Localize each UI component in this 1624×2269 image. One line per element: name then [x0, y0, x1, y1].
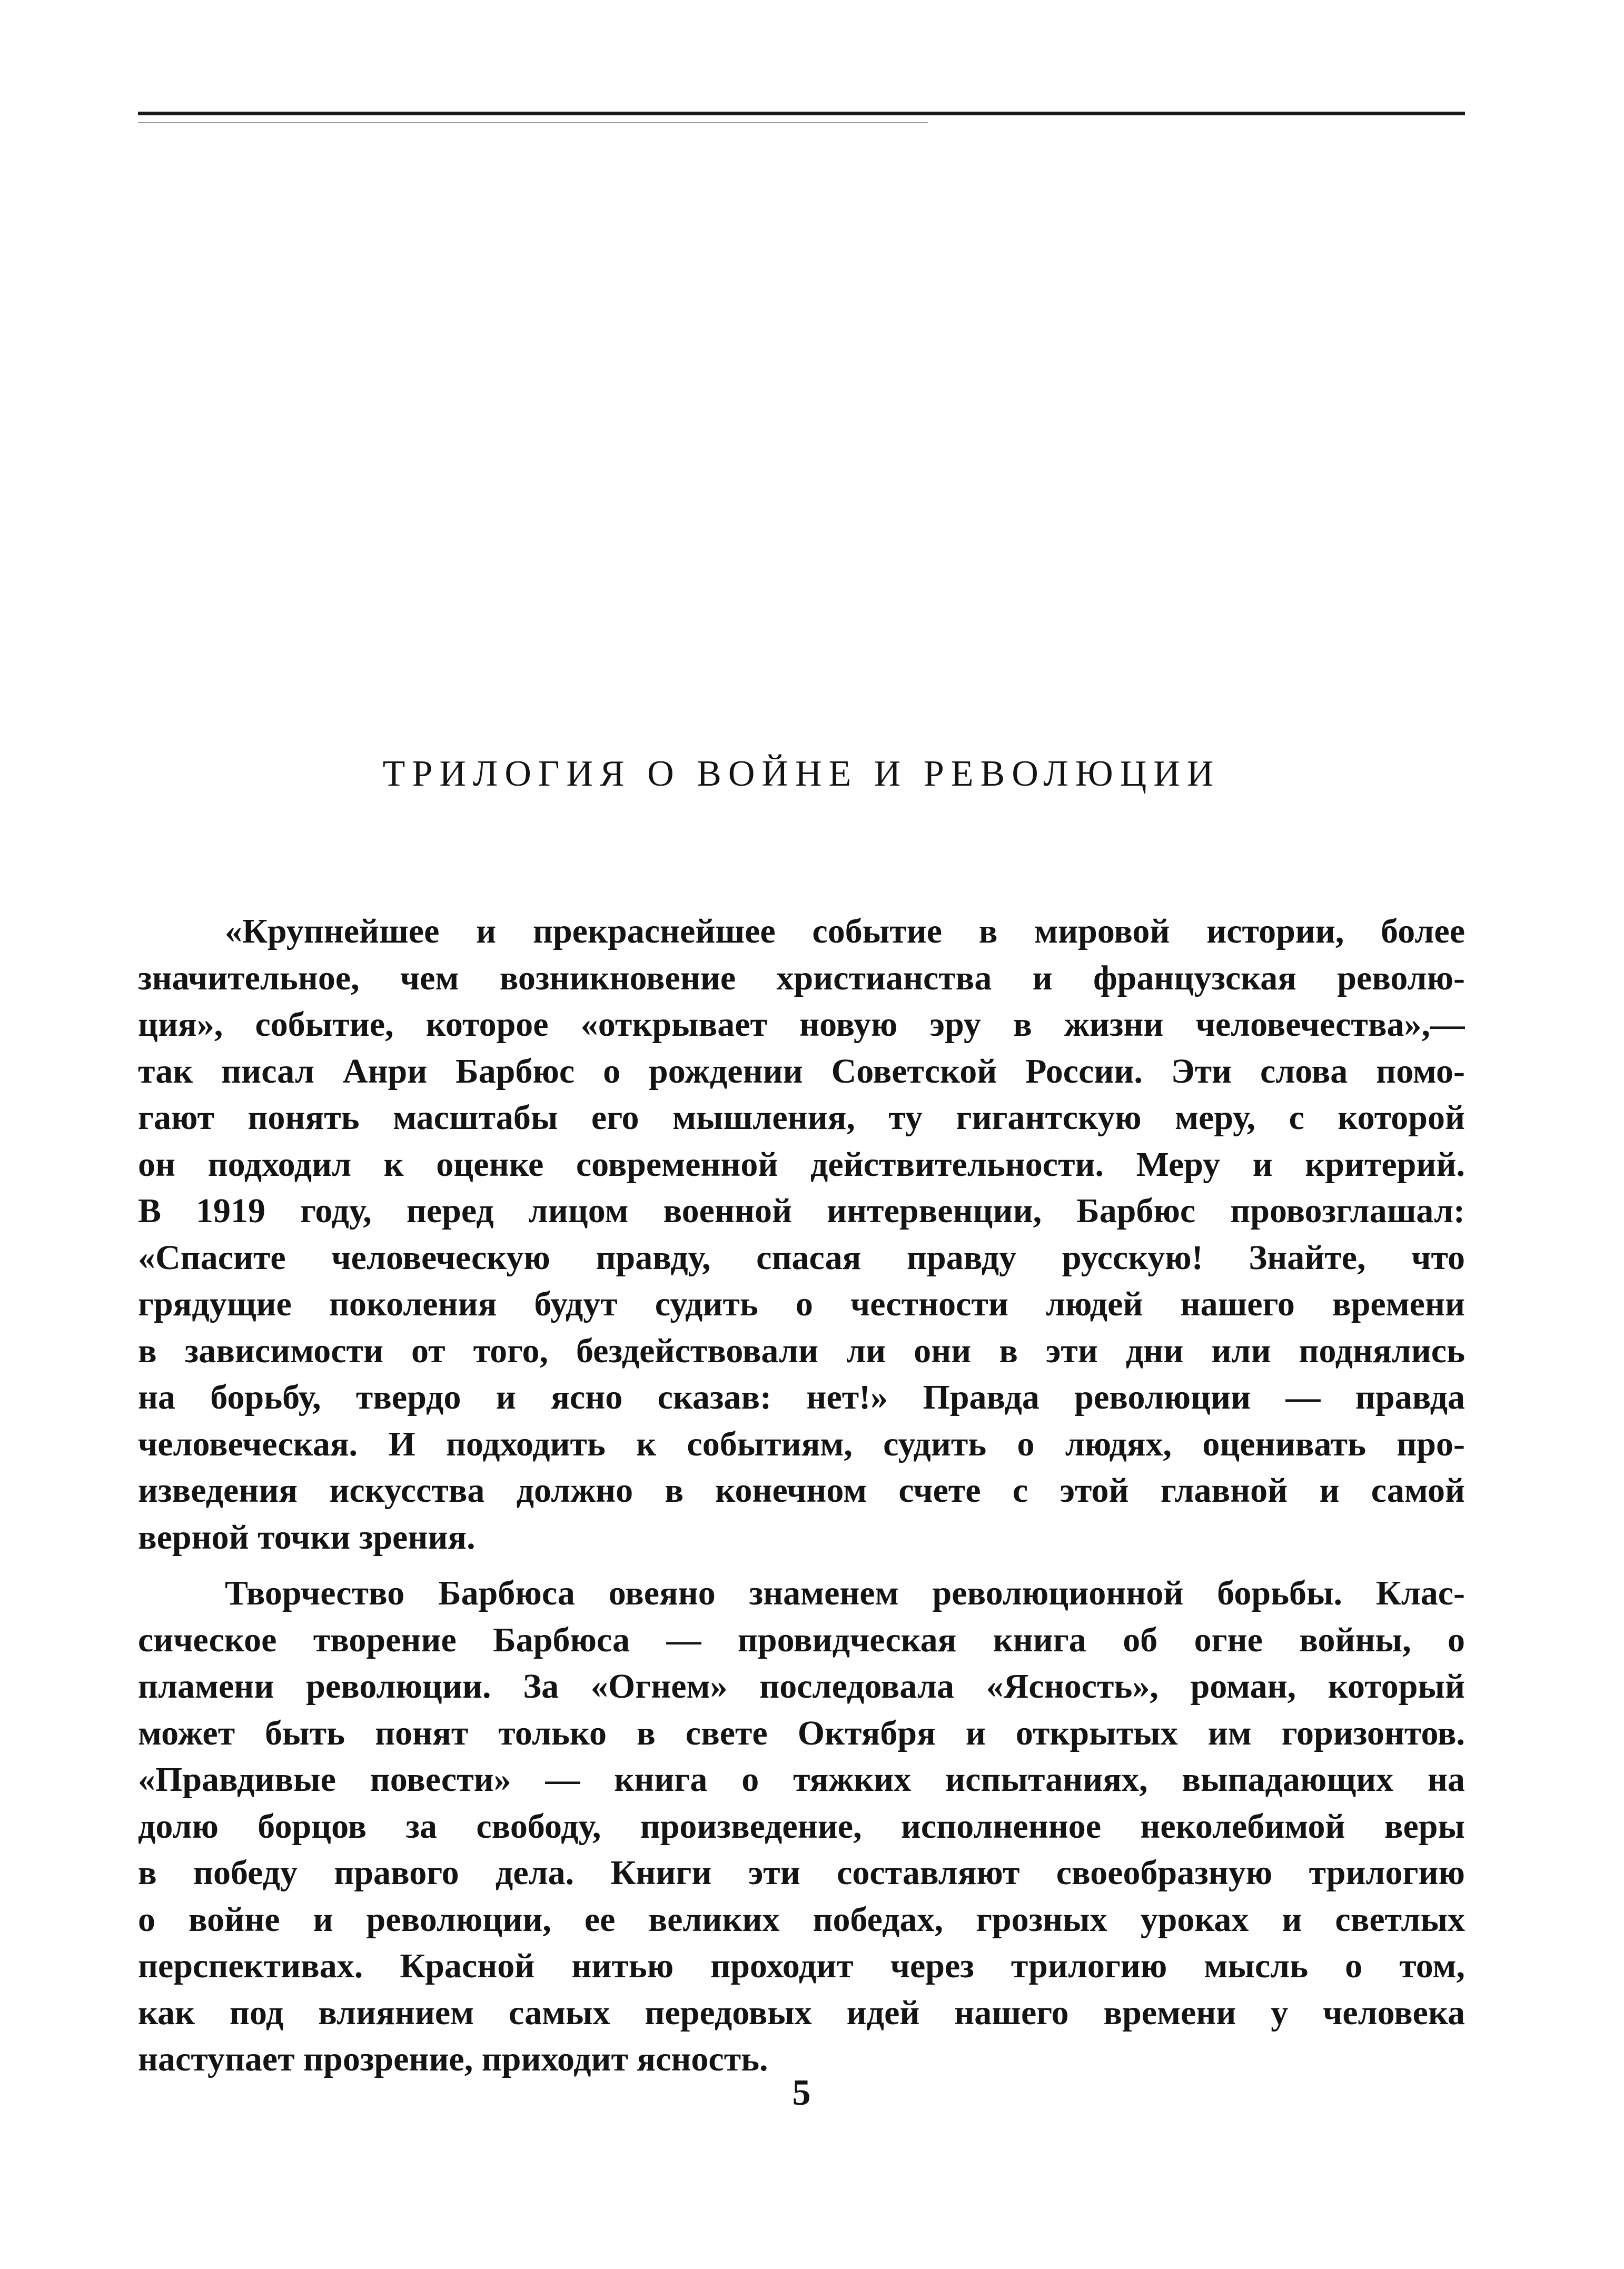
paragraph-1 — [138, 908, 1465, 1561]
text-line: изведения искусства должно в конечном счете с этой главной и самой — [138, 1471, 1465, 1510]
body-text — [138, 908, 1465, 2083]
text-line: он подходил к оценке современной действительности. Меру и критерий. — [138, 1145, 1465, 1184]
page-number: 5 — [792, 2073, 811, 2113]
top-rule-thin — [138, 122, 928, 123]
text-line: долю борцов за свободу, произведение, исполненное неколебимой веры — [138, 1807, 1465, 1846]
paragraph-2 — [138, 1570, 1465, 2083]
chapter-title: ТРИЛОГИЯ О ВОЙНЕ И РЕВОЛЮЦИИ — [382, 754, 1221, 794]
text-line: в победу правого дела. Книги эти составляют своеобразную трилогию — [138, 1854, 1465, 1892]
text-line: «Спасите человеческую правду, спасая правду русскую! Знайте, что — [138, 1238, 1465, 1277]
text-line: как под влиянием самых передовых идей нашего времени у человека — [138, 1993, 1465, 2032]
text-line: верной точки зрения. — [138, 1518, 476, 1557]
text-line: гают понять масштабы его мышления, ту гигантскую меру, с которой — [138, 1098, 1465, 1137]
text-line: пламени революции. За «Огнем» последовала «Ясность», роман, который — [138, 1667, 1465, 1706]
text-line: «Правдивые повести» — книга о тяжких испытаниях, выпадающих на — [138, 1760, 1465, 1799]
text-line: В 1919 году, перед лицом военной интервенции, Барбюс провозглашал: — [138, 1192, 1465, 1230]
text-line: о войне и революции, ее великих победах, грозных уроках и светлых — [138, 1900, 1465, 1939]
text-line: Творчество Барбюса овеяно знаменем революционной борьбы. Клас- — [225, 1574, 1465, 1612]
text-line: в зависимости от того, бездействовали ли они в эти дни или поднялись — [138, 1331, 1465, 1370]
text-line: значительное, чем возникновение христианства и французская револю- — [138, 958, 1465, 997]
text-line: так писал Анри Барбюс о рождении Советской России. Эти слова помо- — [138, 1052, 1465, 1091]
text-line: сическое творение Барбюса — провидческая книга об огне войны, о — [138, 1620, 1465, 1659]
text-line: «Крупнейшее и прекраснейшее событие в мировой истории, более — [225, 912, 1465, 950]
text-line: грядущие поколения будут судить о честности людей нашего времени — [138, 1285, 1465, 1323]
text-line: перспективах. Красной нитью проходит через трилогию мысль о том, — [138, 1947, 1465, 1985]
text-line: ция», событие, которое «открывает новую эру в жизни человечества»,— — [138, 1005, 1465, 1044]
text-line: может быть понят только в свете Октября и открытых им горизонтов. — [138, 1713, 1465, 1752]
text-line: наступает прозрение, приходит ясность. — [138, 2040, 768, 2078]
text-line: на борьбу, твердо и ясно сказав: нет!» Правда революции — правда — [138, 1378, 1465, 1416]
top-rule — [138, 112, 1465, 115]
paragraph-spacer — [138, 1561, 1465, 1570]
text-line: человеческая. И подходить к событиям, судить о людях, оценивать про- — [138, 1424, 1465, 1463]
